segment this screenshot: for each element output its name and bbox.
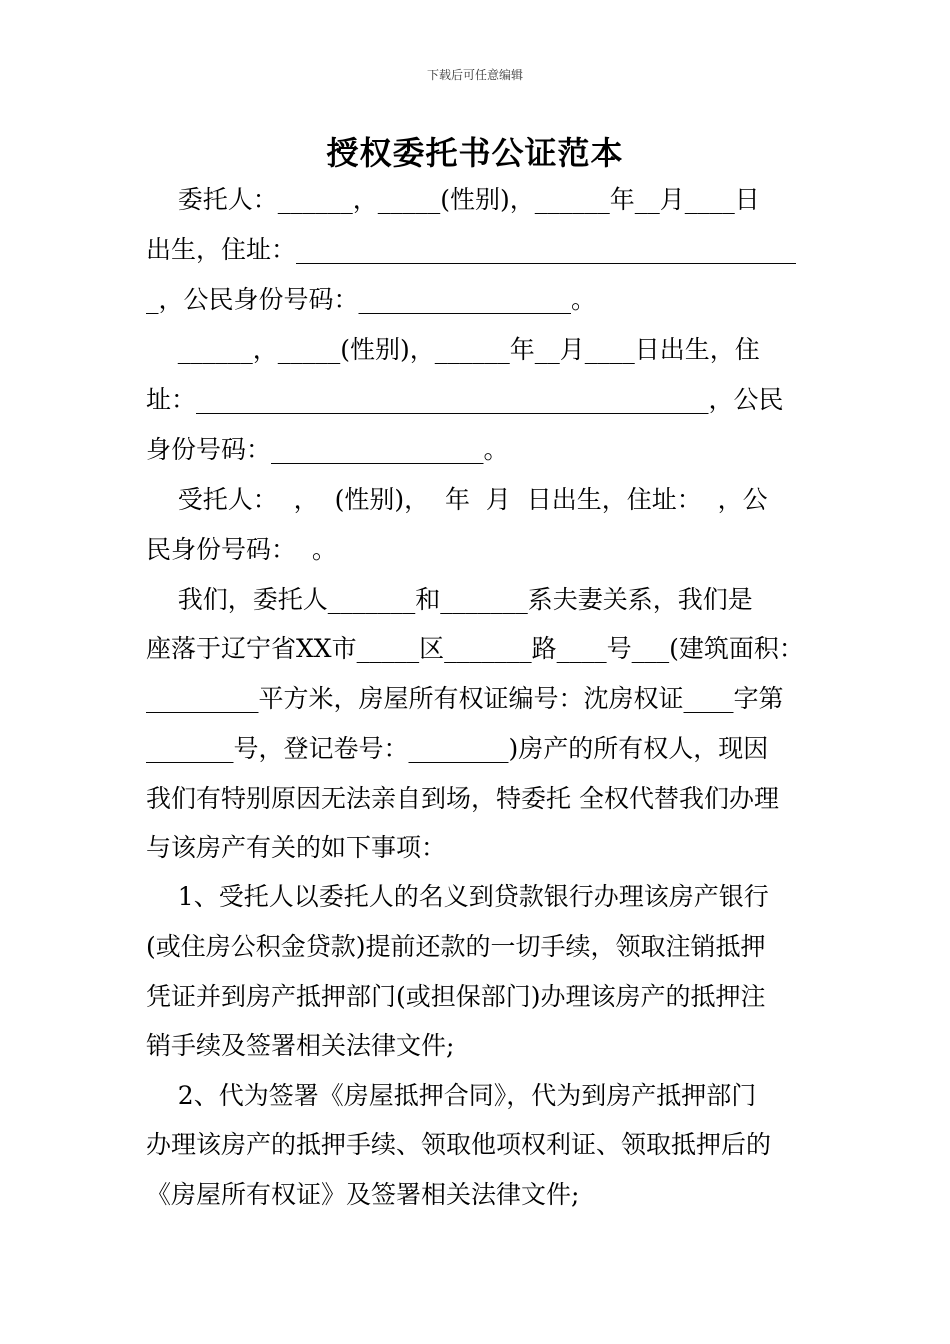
body-line: 出生，住址：________________________________________: [146, 235, 797, 264]
header-note: 下载后可任意编辑: [426, 68, 523, 82]
body-line: 我们，委托人_______和_______系夫妻关系，我们是: [146, 585, 753, 614]
body-line: 委托人：______，_____(性别)，______年__月____日: [146, 185, 760, 214]
body-line: 1、受托人以委托人的名义到贷款银行办理该房产银行: [146, 882, 769, 911]
body-line: _______号，登记卷号：________)房产的所有权人，现因: [146, 734, 769, 763]
body-line: 销手续及签署相关法律文件;: [146, 1031, 455, 1060]
body-line: 与该房产有关的如下事项：: [146, 833, 447, 862]
body-line: 凭证并到房产抵押部门(或担保部门)办理该房产的抵押注: [146, 982, 766, 1011]
body-line: 身份号码：_________________。: [146, 435, 509, 464]
body-line: 民身份号码： 。: [146, 535, 337, 564]
body-line: 受托人： ， (性别)， 年 月 日出生，住址： ，公: [146, 485, 768, 514]
document-title: 授权委托书公证范本: [326, 134, 624, 172]
body-line: 座落于辽宁省XX市_____区_______路____号___(建筑面积：: [146, 634, 804, 663]
body-line: 址：_________________________________________，公民: [146, 385, 784, 414]
body-line: ______，_____(性别)，______年__月____日出生，住: [146, 335, 760, 364]
body-line: _________平方米，房屋所有权证编号：沈房权证____字第: [146, 684, 784, 713]
body-line: 我们有特别原因无法亲自到场，特委托 全权代替我们办理: [146, 784, 779, 813]
body-line: 2、代为签署《房屋抵押合同》，代为到房产抵押部门: [146, 1081, 757, 1110]
body-line: (或住房公积金贷款)提前还款的一切手续，领取注销抵押: [146, 932, 766, 961]
body-line: 办理该房产的抵押手续、领取他项权利证、领取抵押后的: [146, 1130, 772, 1159]
body-line: _，公民身份号码：_________________。: [146, 285, 597, 314]
body-line: 《房屋所有权证》及签署相关法律文件;: [146, 1180, 580, 1209]
